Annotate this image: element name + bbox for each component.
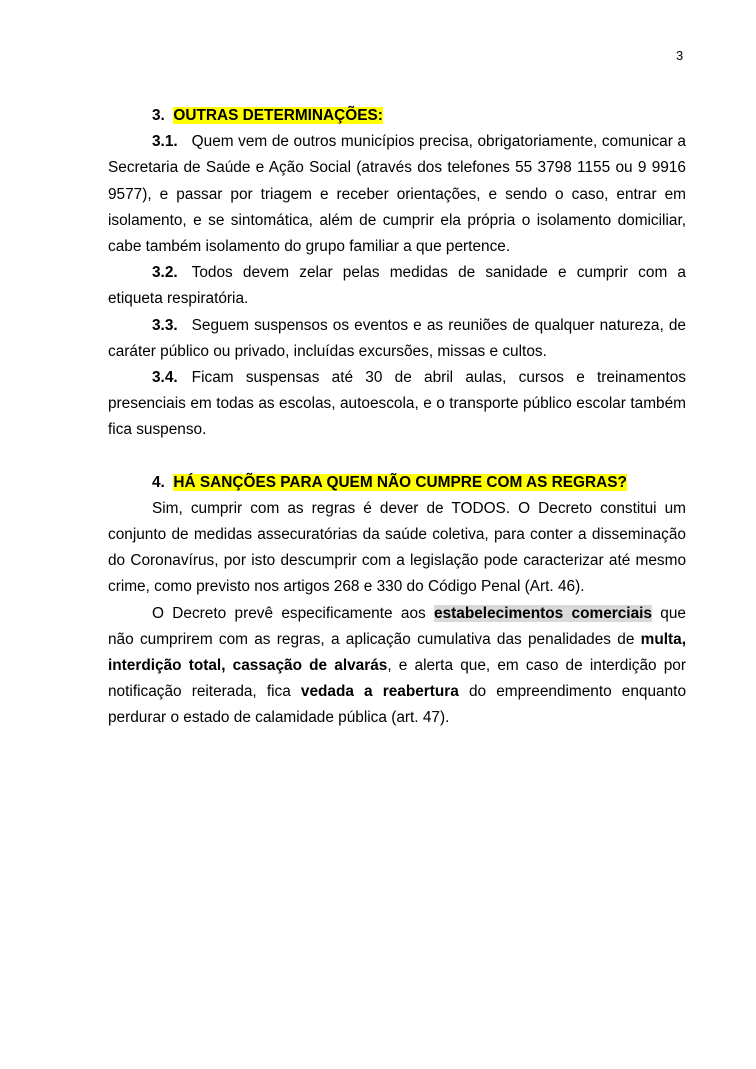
item-3-4 — [108, 365, 686, 444]
item-3-2 — [108, 260, 686, 312]
bold-penalties: multa, interdição total, cassação de alvarás — [108, 630, 686, 675]
para-text: que não cumprirem com as regras, a aplicação cumulativa das penalidades de — [108, 604, 686, 648]
section-4-heading — [108, 470, 686, 496]
item-text: Ficam suspensas até 30 de abril aulas, cursos e treinamentos presenciais em todas as escolas, autoescola, e o transporte público escolar também fica suspenso. — [108, 369, 686, 439]
item-text: Todos devem zelar pelas medidas de sanidade e cumprir com a etiqueta respiratória. — [108, 264, 686, 308]
section-3-heading — [108, 103, 686, 129]
para-text: do empreendimento enquanto perdurar o estado de calamidade pública (art. 47). — [108, 683, 686, 727]
page-number: 3 — [676, 48, 684, 63]
item-text: Seguem suspensos os eventos e as reuniões de qualquer natureza, de caráter público ou privado, incluídas excursões, missas e cultos. — [108, 316, 686, 360]
item-number: 3.2. — [152, 264, 178, 282]
item-number: 3.4. — [152, 369, 178, 387]
para-text: , e alerta que, em caso de interdição por notificação reiterada, fica — [108, 657, 686, 701]
highlight-estabelecimentos: estabelecimentos comerciais — [434, 604, 652, 622]
section-4-paragraph-1: Sim, cumprir com as regras é dever de TODOS. O Decreto constitui um conjunto de medidas assecuratórias da saúde coletiva, para conter a disseminação do Coronavírus, por isto descumprir com a legislação pode caracterizar até mesmo crime, como previsto nos artigos 268 e 330 do Código Penal (Art. 46). — [108, 499, 686, 596]
document-body — [108, 103, 686, 732]
item-3-3 — [108, 313, 686, 365]
bold-vedada: vedada a reabertura — [300, 683, 459, 701]
item-3-1 — [108, 129, 686, 260]
section-3-title: OUTRAS DETERMINAÇÕES: — [173, 107, 383, 124]
section-4-paragraph-2 — [108, 601, 686, 732]
section-spacer — [108, 444, 686, 470]
item-number: 3.1. — [152, 133, 178, 151]
item-text: Quem vem de outros municípios precisa, obrigatoriamente, comunicar a Secretaria de Saúde e Ação Social (através dos telefones 55 3798 1155 ou 9 9916 9577), e passar por triagem e receber orientações, e sendo o caso, entrar em isolamento, e se sintomática, além de cumprir ela própria o isolamento domiciliar, cabe também isolamento do grupo familiar a que pertence. — [108, 133, 686, 256]
section-3-number: 3. — [152, 107, 165, 124]
item-number: 3.3. — [152, 316, 178, 334]
section-4-number: 4. — [152, 473, 165, 491]
para-text: O Decreto prevê especificamente aos — [152, 604, 435, 622]
section-4-title: HÁ SANÇÕES PARA QUEM NÃO CUMPRE COM AS REGRAS? — [173, 473, 627, 491]
